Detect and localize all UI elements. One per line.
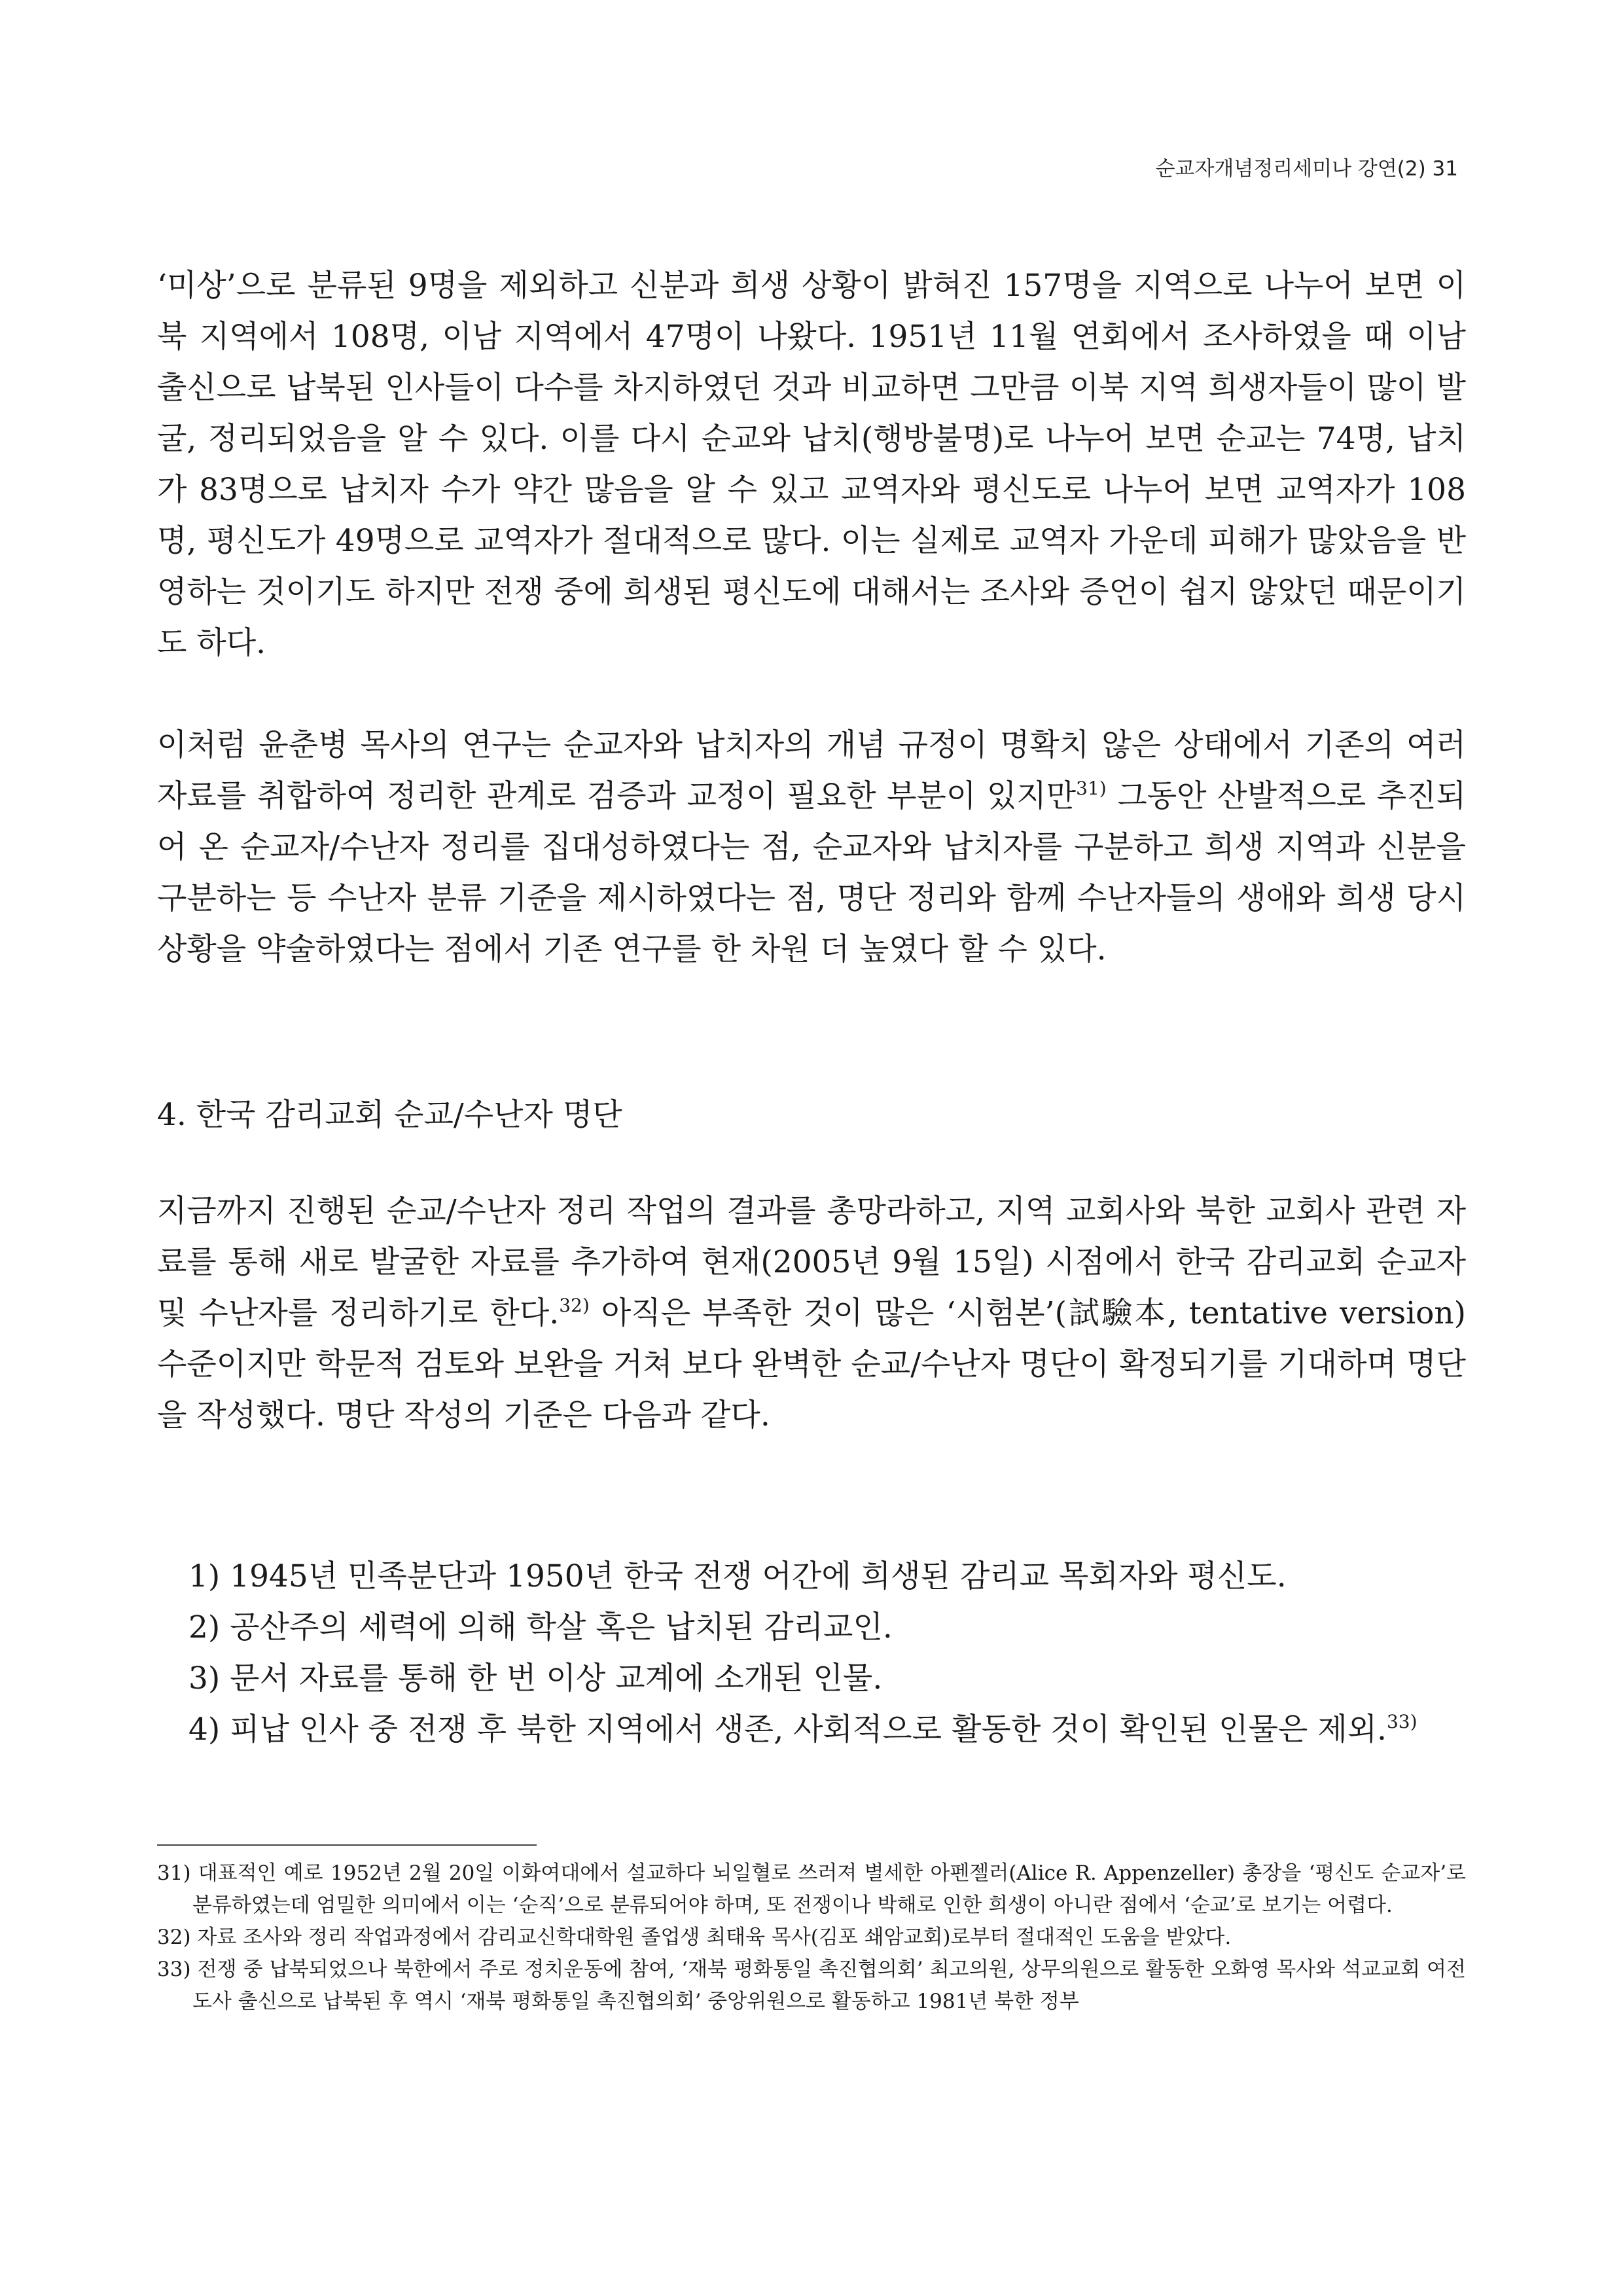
footnote-reference-31[interactable]: 31) xyxy=(1076,778,1107,799)
criteria-text: 2) 공산주의 세력에 의해 학살 혹은 납치된 감리교인. xyxy=(188,1609,893,1645)
section-heading: 4. 한국 감리교회 순교/수난자 명단 xyxy=(157,1097,622,1133)
footnote-33: 33) 전쟁 중 납북되었으나 북한에서 주로 정치운동에 참여, ‘재북 평화통일 촉진협의회’ 최고의원, 상무의원으로 활동한 오화영 목사와 석교교회 여전도사 출신으로 납북된 후 역시 ‘재북 평화통일 촉진협의회’ 중앙위원으로 활동하고 1981년 북한 정부 xyxy=(157,1958,1466,2013)
paragraph-text: 이처럼 윤춘병 목사의 연구는 순교자와 납치자의 개념 규정이 명확치 않은 상태에서 기존의 여러 자료를 취합하여 정리한 관계로 검증과 교정이 필요한 부분이 있지만 xyxy=(157,727,1466,814)
criteria-item xyxy=(157,1704,1466,1755)
paragraph-list-introduction xyxy=(157,1186,1466,1441)
criteria-item xyxy=(157,1602,1466,1653)
footnote-reference-33[interactable]: 33) xyxy=(1386,1711,1418,1732)
footnote-32: 32) 자료 조사와 정리 작업과정에서 감리교신학대학원 졸업생 최태육 목사(김포 쇄암교회)로부터 절대적인 도움을 받았다. xyxy=(157,1926,1232,1949)
footnotes xyxy=(157,1857,1466,2018)
criteria-item xyxy=(157,1551,1466,1602)
footnote-divider xyxy=(157,1844,537,1846)
paragraph-text: 아직은 부족한 것이 많은 ‘시험본’(試驗本, tentative version) 수준이지만 학문적 검토와 보완을 거쳐 보다 완벽한 순교/수난자 명단이 확정되기를 기대하며 명단을 작성했다. 명단 작성의 기준은 다음과 같다. xyxy=(157,1295,1467,1433)
paragraph-regional-statistics: ‘미상’으로 분류된 9명을 제외하고 신분과 희생 상황이 밝혀진 157명을 지역으로 나누어 보면 이북 지역에서 108명, 이남 지역에서 47명이 나왔다. 1951년 11월 연회에서 조사하였을 때 이남 출신으로 납북된 인사들이 다수를 차지하였던 것과 비교하면 그만큼 이북 지역 희생자들이 많이 발굴, 정리되었음을 알 수 있다. 이를 다시 순교와 납치(행방불명)로 나누어 보면 순교는 74명, 납치가 83명으로 납치자 수가 약간 많음을 알 수 있고 교역자와 평신도로 나누어 보면 교역자가 108명, 평신도가 49명으로 교역자가 절대적으로 많다. 이는 실제로 교역자 가운데 피해가 많았음을 반영하는 것이기도 하지만 전쟁 중에 희생된 평신도에 대해서는 조사와 증언이 쉽지 않았던 때문이기도 하다. xyxy=(157,268,1466,661)
criteria-text: 4) 피납 인사 중 전쟁 후 북한 지역에서 생존, 사회적으로 활동한 것이 확인된 인물은 제외. xyxy=(188,1712,1387,1748)
criteria-text: 3) 문서 자료를 통해 한 번 이상 교계에 소개된 인물. xyxy=(188,1660,883,1696)
running-header: 순교자개념정리세미나 강연(2) 31 xyxy=(1155,157,1458,181)
paragraph-text: 지금까지 진행된 순교/수난자 정리 작업의 결과를 총망라하고, 지역 교회사와 북한 교회사 관련 자료를 통해 새로 발굴한 자료를 추가하여 현재(2005년 9월 15일) 시점에서 한국 감리교회 순교자 및 수난자를 정리하기로 한다. xyxy=(157,1193,1466,1331)
criteria-list xyxy=(157,1551,1466,1755)
criteria-text: 1) 1945년 민족분단과 1950년 한국 전쟁 어간에 희생된 감리교 목회자와 평신도. xyxy=(188,1558,1287,1594)
paragraph-text: 그동안 산발적으로 추진되어 온 순교자/수난자 정리를 집대성하였다는 점, 순교자와 납치자를 구분하고 희생 지역과 신분을 구분하는 등 수난자 분류 기준을 제시하였다는 점, 명단 정리와 함께 수난자들의 생애와 희생 당시 상황을 약술하였다는 점에서 기존 연구를 한 차원 더 높였다 할 수 있다. xyxy=(157,778,1466,967)
paragraph-yoon-research xyxy=(157,720,1466,975)
criteria-item xyxy=(157,1653,1466,1704)
footnote-31: 31) 대표적인 예로 1952년 2월 20일 이화여대에서 설교하다 뇌일혈로 쓰러져 별세한 아펜젤러(Alice R. Appenzeller) 총장을 ‘평신도 순교자’로 분류하였는데 엄밀한 의미에서 이는 ‘순직’으로 분류되어야 하며, 또 전쟁이나 박해로 인한 희생이 아니란 점에서 ‘순교’로 보기는 어렵다. xyxy=(157,1861,1466,1917)
footnote-reference-32[interactable]: 32) xyxy=(559,1295,590,1316)
